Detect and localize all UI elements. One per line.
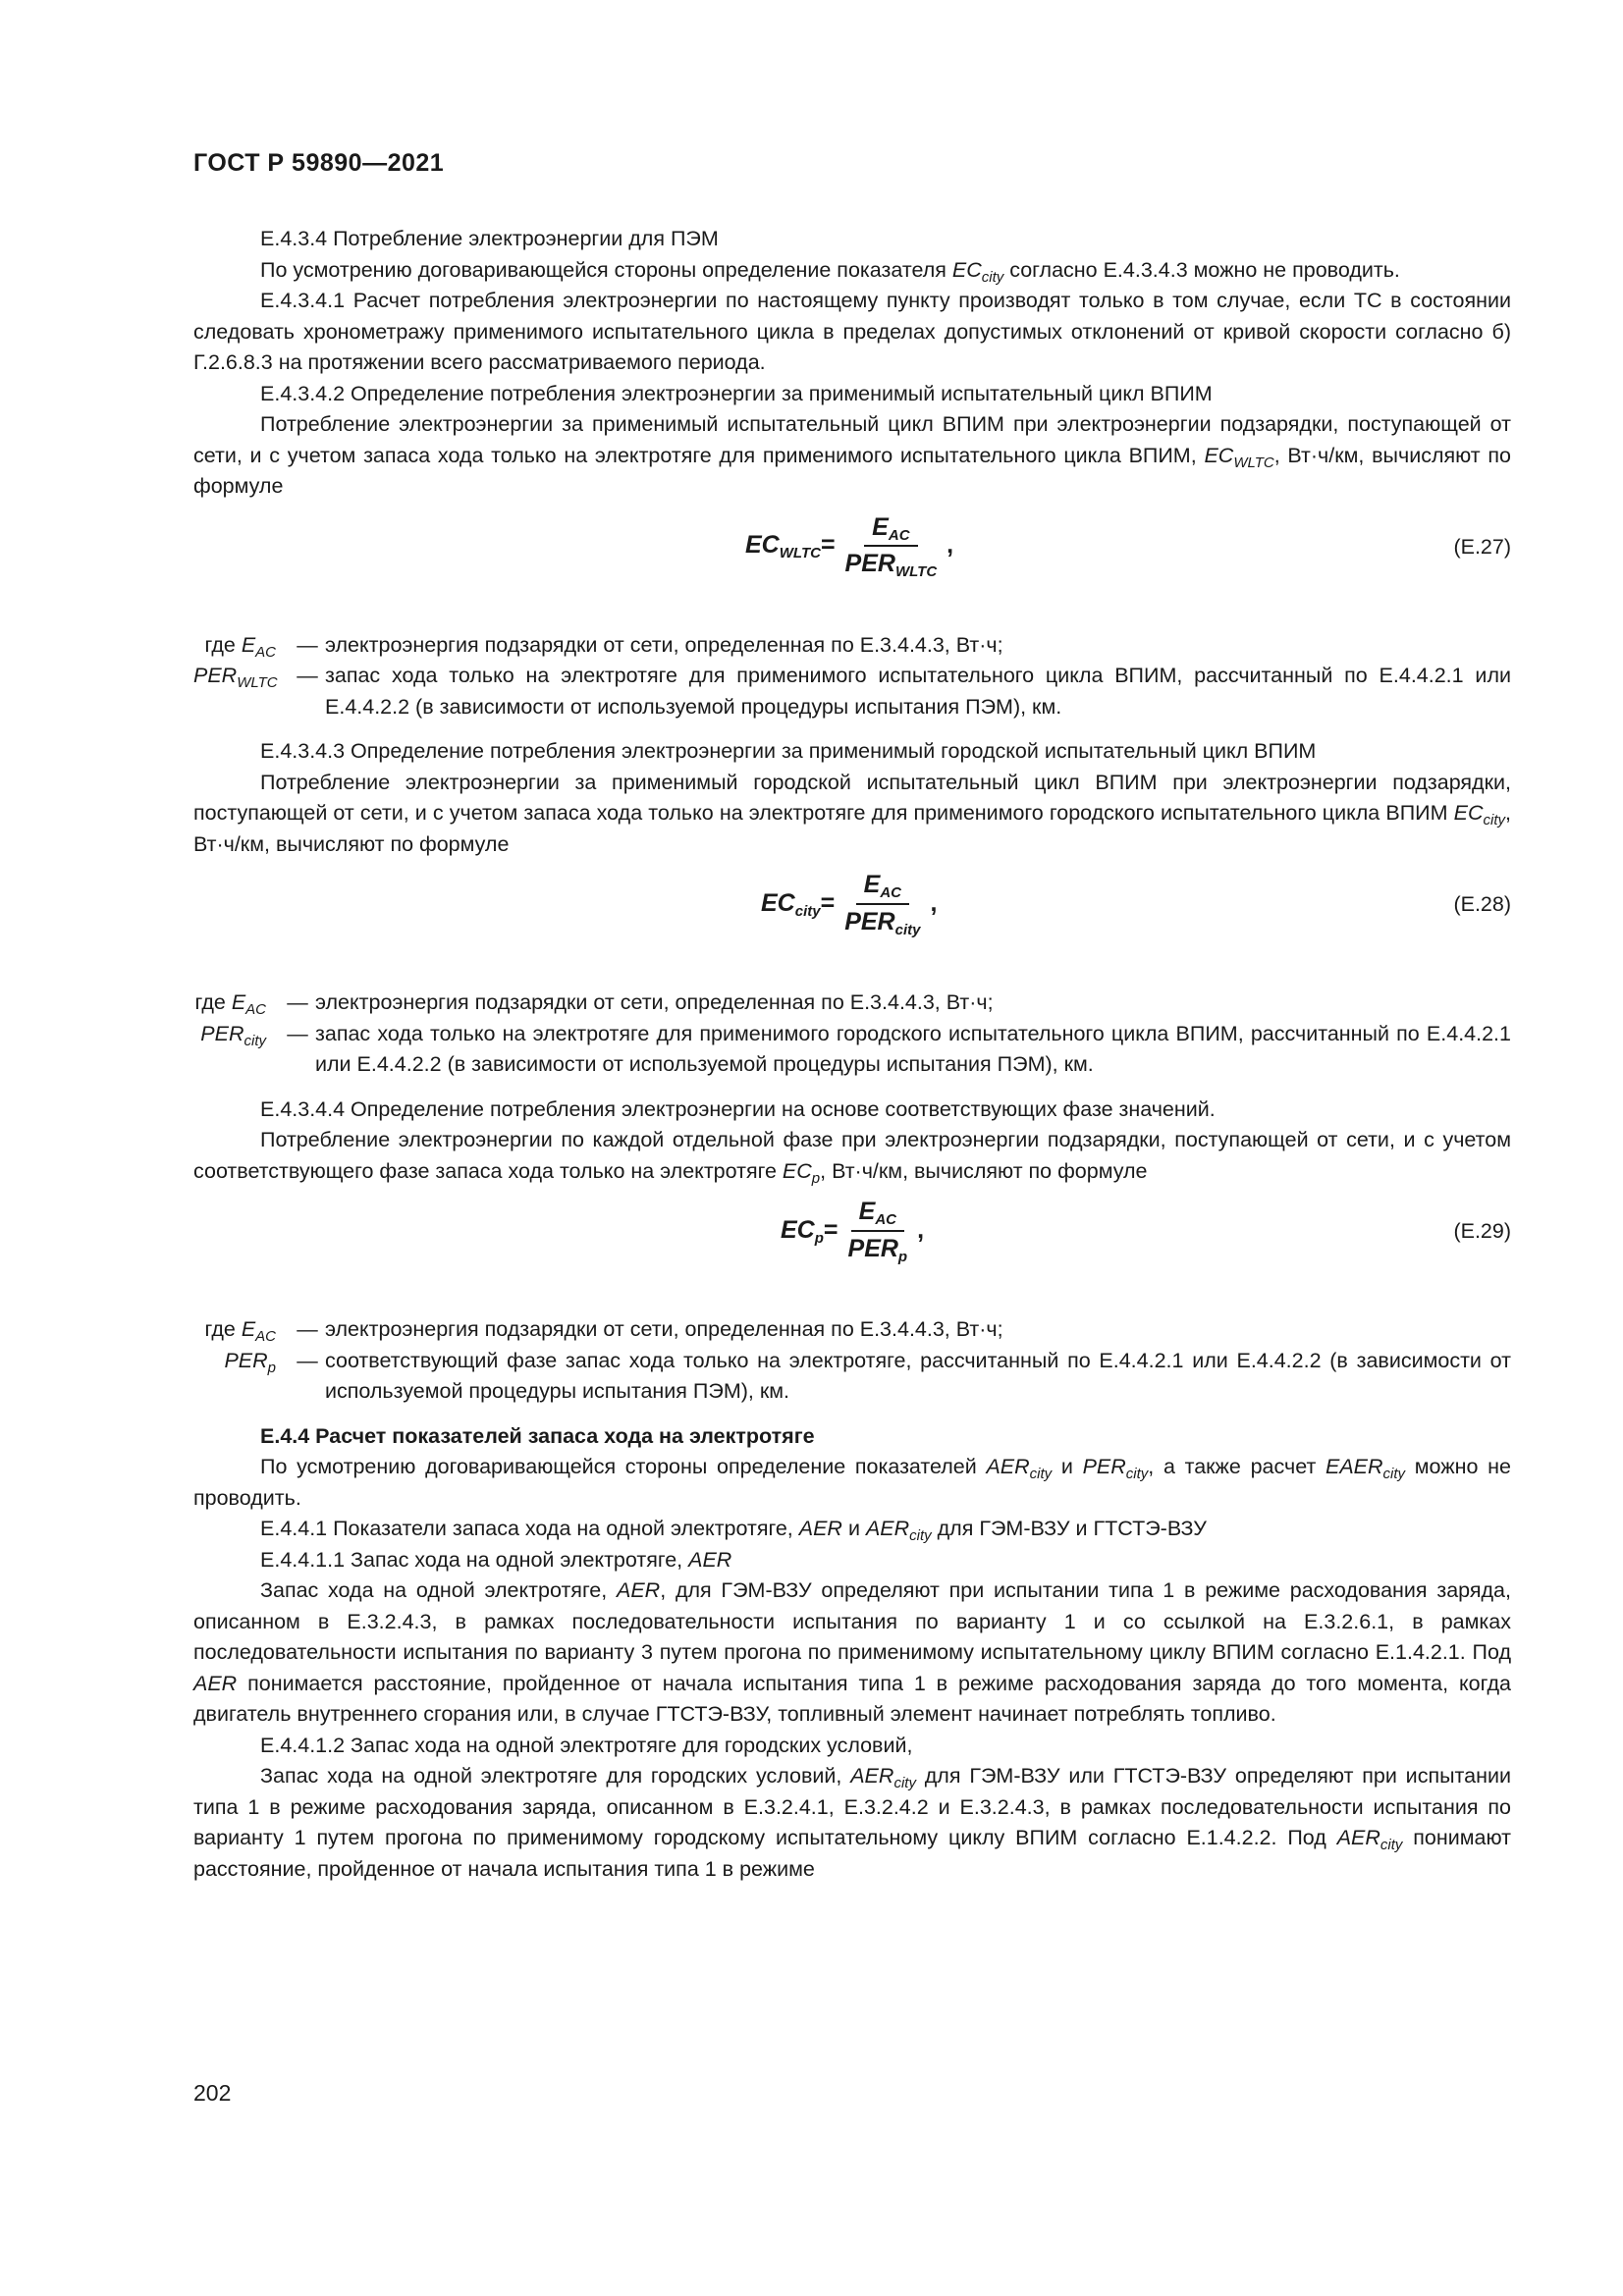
def-text: электроэнергия подзарядки от сети, определенная по Е.3.4.4.3, Вт·ч; [315, 990, 994, 1014]
def-symbol: где $E_{AC}$ [204, 1317, 276, 1345]
clause-e4-4-1-1-text: Запас хода на одной электротяге, AER, для ГЭМ-ВЗУ определяют при испытании типа 1 в режиме расходования заряда, описанном в Е.3.2.4.3, в рамках последовательности испытания по варианту 1 и со ссылкой на Е.3.2.6.1, в рамках последовательности испытания по варианту 3 путем прогона по применимому испытательному циклу ВПИМ согласно Е.1.4.2.1. Под AER понимается расстояние, пройденное от начала испытания типа 1 в режиме расходования заряда до того момента, когда двигатель внутреннего сгорания или, в случае ГТСТЭ-ВЗУ, топливный элемент начинает потреблять топливо. [193, 1578, 1511, 1726]
formula-e27: $EC_{WLTC}$ = $\frac{E_{AC}}{PER_{WLTC}}$ , (Е.27) [745, 512, 1511, 580]
clause-e4-3-4-2-title: Е.4.3.4.2 Определение потребления электроэнергии за применимый испытательный цикл ВПИМ [260, 381, 1213, 405]
equation-number: (Е.28) [1453, 892, 1511, 916]
def-text: запас хода только на электротяге для применимого испытательного цикла ВПИМ, рассчитанный по Е.4.4.2.1 или Е.4.4.2.2 (в зависимости от используемой процедуры испытания ПЭМ), км. [325, 664, 1511, 719]
document-header: ГОСТ Р 59890—2021 [193, 149, 445, 177]
page-number: 202 [193, 2080, 232, 2106]
clause-e4-3-4-3-text: Потребление электроэнергии за применимый городской испытательный цикл ВПИМ при электроэнергии подзарядки, поступающей от сети, и с учетом запаса хода только на электротяге для применимого городского испытательного цикла ВПИМ $EC_{city}$, Вт·ч/км, вычисляют по формуле [193, 770, 1511, 856]
formula-fraction: $\frac{E_{AC}}{PER_{city}}$ [844, 871, 921, 938]
clause-e4-3-4-1: Е.4.3.4.1 Расчет потребления электроэнергии по настоящему пункту производят только в том случае, если ТС в состоянии следовать хронометражу применимого испытательного цикла в пределах допустимых отклонений от кривой скорости согласно б) Г.2.6.8.3 на протяжении всего рассматриваемого периода. [193, 289, 1511, 374]
clause-e4-4-1-1: Е.4.4.1.1 Запас хода на одной электротяге, AER [260, 1547, 732, 1572]
formula-fraction: $\frac{E_{AC}}{PER_p}$ [847, 1198, 908, 1265]
clause-e4-4-1-2-text: Запас хода на одной электротяге для городских условий, $AER_{city}$ для ГЭМ-ВЗУ или ГТСТЭ-ВЗУ определяют при испытании типа 1 в режиме расходования заряда, описанном в Е.3.2.4.1, Е.3.2.4.2 и Е.3.2.4.3, в рамках последовательности испытания по варианту 1 путем прогона по применимому городскому испытательному циклу ВПИМ согласно Е.1.4.2.2. Под $AER_{city}$ понимают расстояние, пройденное от начала испытания типа 1 в режиме [193, 1764, 1511, 1881]
formula-lhs: $EC_p$ [781, 1215, 824, 1247]
section-e4-4-heading: Е.4.4 Расчет показателей запаса хода на электротяге [260, 1423, 815, 1448]
clause-e4-3-4-title: Е.4.3.4 Потребление электроэнергии для ПЭМ [260, 227, 719, 250]
formula-e28: $EC_{city}$ = $\frac{E_{AC}}{PER_{city}}$ , (Е.28) [761, 871, 1511, 938]
def-text: электроэнергия подзарядки от сети, определенная по Е.3.4.4.3, Вт·ч; [325, 632, 1003, 657]
clause-e4-3-4-3-title: Е.4.3.4.3 Определение потребления электроэнергии за применимый городской испытательный цикл ВПИМ [260, 739, 1317, 763]
definitions-e29: где $E_{AC}$ — электроэнергия подзарядки от сети, определенная по Е.3.4.4.3, Вт·ч; $PER_p$ — соответствующий фазе запас хода только на электротяге, рассчитанный по Е.4.4.2.1 или Е.4.4.2.2 (в зависимости от используемой процедуры испытания ПЭМ), км. [193, 1314, 1511, 1408]
def-symbol: где $E_{AC}$ [204, 632, 276, 661]
definitions-e27: где $E_{AC}$ — электроэнергия подзарядки от сети, определенная по Е.3.4.4.3, Вт·ч; $PER_{WLTC}$ — запас хода только на электротяге для применимого испытательного цикла ВПИМ, рассчитанный по Е.4.4.2.1 или Е.4.4.2.2 (в зависимости от используемой процедуры испытания ПЭМ), км. [193, 630, 1511, 723]
clause-e4-4-1: Е.4.4.1 Показатели запаса хода на одной электротяге, AER и $AER_{city}$ для ГЭМ-ВЗУ и ГТСТЭ-ВЗУ [260, 1517, 1207, 1544]
def-symbol: $PER_p$ [224, 1348, 276, 1376]
def-text: соответствующий фазе запас хода только на электротяге, рассчитанный по Е.4.4.2.1 или Е.4.4.2.2 (в зависимости от используемой процедуры испытания ПЭМ), км. [325, 1348, 1511, 1403]
formula-lhs: $EC_{WLTC}$ [745, 531, 821, 562]
section-e4-4-intro: По усмотрению договаривающейся стороны определение показателей $AER_{city}$ и $PER_{city}$, а также расчет $EAER_{city}$ можно не проводить. [193, 1455, 1511, 1510]
clause-e4-3-4-4-title: Е.4.3.4.4 Определение потребления электроэнергии на основе соответствующих фазе значений. [260, 1096, 1216, 1121]
def-symbol: $PER_{city}$ [200, 1021, 266, 1049]
clause-e4-3-4-4-text: Потребление электроэнергии по каждой отдельной фазе при электроэнергии подзарядки, поступающей от сети, и с учетом соответствующего фазе запаса хода только на электротяге $EC_p$, Вт·ч/км, вычисляют по формуле [193, 1128, 1511, 1187]
document-body [193, 224, 1511, 1885]
formula-lhs: $EC_{city}$ [761, 888, 821, 920]
clause-e4-4-1-2: Е.4.4.1.2 Запас хода на одной электротяге для городских условий, [260, 1733, 913, 1757]
formula-fraction: $\frac{E_{AC}}{PER_{WLTC}}$ [844, 512, 938, 580]
equation-number: (Е.27) [1453, 534, 1511, 559]
clause-e4-3-4-text: По усмотрению договаривающейся стороны определение показателя $EC_{city}$ согласно Е.4.3.4.3 можно не проводить. [260, 257, 1400, 286]
definitions-e28: где $E_{AC}$ — электроэнергия подзарядки от сети, определенная по Е.3.4.4.3, Вт·ч; $PER_{city}$ — запас хода только на электротяге для применимого городского испытательного цикла ВПИМ, рассчитанный по Е.4.4.2.1 или Е.4.4.2.2 (в зависимости от используемой процедуры испытания ПЭМ), км. [193, 988, 1511, 1081]
def-symbol: где $E_{AC}$ [194, 990, 266, 1018]
clause-e4-3-4-2-text: Потребление электроэнергии за применимый испытательный цикл ВПИМ при электроэнергии подзарядки, поступающей от сети, и с учетом запаса хода только на электротяге для применимого испытательного цикла ВПИМ, $EC_{WLTC}$, Вт·ч/км, вычисляют по формуле [193, 412, 1511, 498]
def-text: электроэнергия подзарядки от сети, определенная по Е.3.4.4.3, Вт·ч; [325, 1317, 1003, 1341]
def-symbol: $PER_{WLTC}$ [193, 664, 278, 691]
def-text: запас хода только на электротяге для применимого городского испытательного цикла ВПИМ, рассчитанный по Е.4.4.2.1 или Е.4.4.2.2 (в зависимости от используемой процедуры испытания ПЭМ), км. [315, 1021, 1511, 1076]
formula-e29: $EC_p$ = $\frac{E_{AC}}{PER_p}$ , (Е.29) [781, 1198, 1511, 1265]
equation-number: (Е.29) [1453, 1219, 1511, 1243]
